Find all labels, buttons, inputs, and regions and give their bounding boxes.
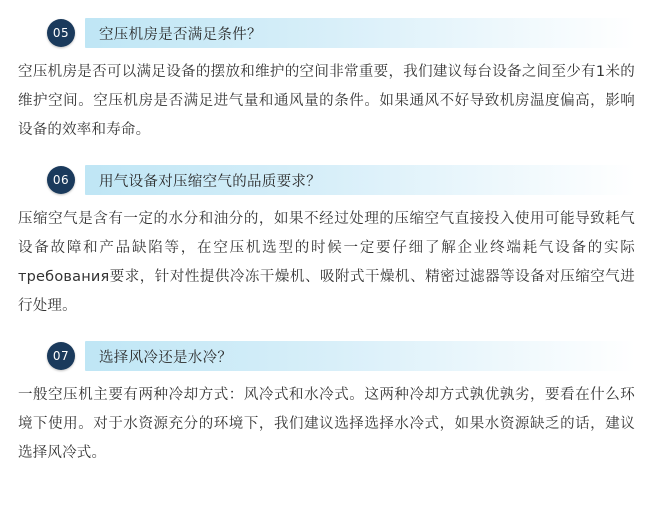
faq-number-badge: 06: [47, 166, 75, 194]
faq-item-05: [8, 16, 649, 145]
faq-header-05: [8, 16, 649, 50]
faq-question-bar: [85, 165, 635, 195]
faq-question-bar: [85, 18, 635, 48]
faq-header-07: [8, 339, 649, 373]
faq-item-07: [8, 339, 649, 468]
faq-answer-text: 空压机房是否可以满足设备的摆放和维护的空间非常重要，我们建议每台设备之间至少有1米的维护空间。空压机房是否满足进气量和通风量的条件。如果通风不好导致机房温度偏高，影响设备的效率和寿命。: [18, 64, 635, 138]
faq-header-06: [8, 163, 649, 197]
faq-answer-text: 压缩空气是含有一定的水分和油分的，如果不经过处理的压缩空气直接投入使用可能导致耗气设备故障和产品缺陷等，在空压机选型的时候一定要仔细了解企业终端耗气设备的实际требования要求，针对性提供冷冻干燥机、吸附式干燥机、精密过滤器等设备对压缩空气进行处理。: [18, 211, 635, 314]
faq-answer-text: 一般空压机主要有两种冷却方式：风冷式和水冷式。这两种冷却方式孰优孰劣，要看在什么环境下使用。对于水资源充分的环境下，我们建议选择选择水冷式，如果水资源缺乏的话，建议选择风冷式。: [18, 387, 635, 461]
faq-number-badge: 07: [47, 342, 75, 370]
faq-item-06: [8, 163, 649, 321]
faq-question-text: 用气设备对压缩空气的品质要求？: [99, 173, 321, 190]
faq-question-text: 选择风冷还是水冷？: [99, 349, 233, 366]
faq-question-text: 空压机房是否满足条件？: [99, 26, 262, 43]
faq-number-badge: 05: [47, 19, 75, 47]
faq-question-bar: [85, 341, 635, 371]
